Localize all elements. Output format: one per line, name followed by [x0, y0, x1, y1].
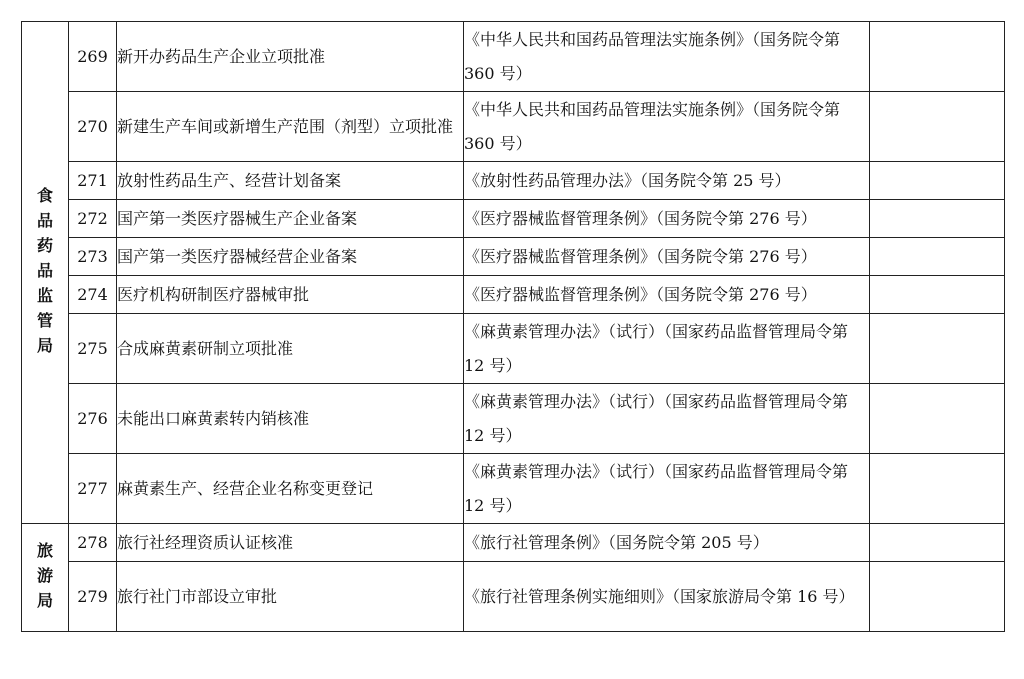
item-number: 273	[69, 238, 117, 276]
item-number: 270	[69, 92, 117, 162]
item-number: 271	[69, 162, 117, 200]
department-cell	[22, 22, 69, 524]
table-row	[22, 524, 1005, 562]
item-name: 国产第一类医疗器械经营企业备案	[117, 238, 464, 276]
item-name: 旅行社经理资质认证核准	[117, 524, 464, 562]
department-name: 旅游局	[36, 540, 53, 610]
item-name: 医疗机构研制医疗器械审批	[117, 276, 464, 314]
remark-cell	[870, 314, 1005, 384]
legal-basis: 《麻黄素管理办法》（试行）（国家药品监督管理局令第 12 号）	[464, 454, 870, 524]
item-name: 放射性药品生产、经营计划备案	[117, 162, 464, 200]
table-row	[22, 162, 1005, 200]
item-number: 275	[69, 314, 117, 384]
department-cell	[22, 524, 69, 632]
table-row	[22, 92, 1005, 162]
item-number: 274	[69, 276, 117, 314]
remark-cell	[870, 276, 1005, 314]
item-number: 277	[69, 454, 117, 524]
remark-cell	[870, 238, 1005, 276]
item-name: 国产第一类医疗器械生产企业备案	[117, 200, 464, 238]
table-row	[22, 22, 1005, 92]
legal-basis: 《旅行社管理条例实施细则》（国家旅游局令第 16 号）	[464, 562, 870, 632]
table-row	[22, 314, 1005, 384]
remark-cell	[870, 384, 1005, 454]
item-name: 未能出口麻黄素转内销核准	[117, 384, 464, 454]
item-name: 旅行社门市部设立审批	[117, 562, 464, 632]
table-row	[22, 238, 1005, 276]
remark-cell	[870, 22, 1005, 92]
item-name: 新建生产车间或新增生产范围（剂型）立项批准	[117, 92, 464, 162]
table-row	[22, 200, 1005, 238]
item-number: 276	[69, 384, 117, 454]
item-number: 269	[69, 22, 117, 92]
remark-cell	[870, 92, 1005, 162]
table-row	[22, 454, 1005, 524]
remark-cell	[870, 524, 1005, 562]
legal-basis: 《旅行社管理条例》（国务院令第 205 号）	[464, 524, 870, 562]
legal-basis: 《医疗器械监督管理条例》（国务院令第 276 号）	[464, 238, 870, 276]
legal-basis: 《麻黄素管理办法》（试行）（国家药品监督管理局令第 12 号）	[464, 314, 870, 384]
remark-cell	[870, 562, 1005, 632]
item-number: 279	[69, 562, 117, 632]
item-name: 麻黄素生产、经营企业名称变更登记	[117, 454, 464, 524]
item-number: 278	[69, 524, 117, 562]
item-name: 新开办药品生产企业立项批准	[117, 22, 464, 92]
table-row	[22, 276, 1005, 314]
legal-basis: 《中华人民共和国药品管理法实施条例》（国务院令第 360 号）	[464, 92, 870, 162]
department-name: 食品药品监管局	[36, 185, 53, 355]
item-name: 合成麻黄素研制立项批准	[117, 314, 464, 384]
legal-basis: 《医疗器械监督管理条例》（国务院令第 276 号）	[464, 276, 870, 314]
remark-cell	[870, 200, 1005, 238]
remark-cell	[870, 454, 1005, 524]
table-row	[22, 384, 1005, 454]
table-row	[22, 562, 1005, 632]
legal-basis: 《医疗器械监督管理条例》（国务院令第 276 号）	[464, 200, 870, 238]
item-number: 272	[69, 200, 117, 238]
legal-basis: 《放射性药品管理办法》（国务院令第 25 号）	[464, 162, 870, 200]
legal-basis: 《中华人民共和国药品管理法实施条例》（国务院令第 360 号）	[464, 22, 870, 92]
legal-basis: 《麻黄素管理办法》（试行）（国家药品监督管理局令第 12 号）	[464, 384, 870, 454]
remark-cell	[870, 162, 1005, 200]
approval-items-table	[21, 21, 1005, 632]
